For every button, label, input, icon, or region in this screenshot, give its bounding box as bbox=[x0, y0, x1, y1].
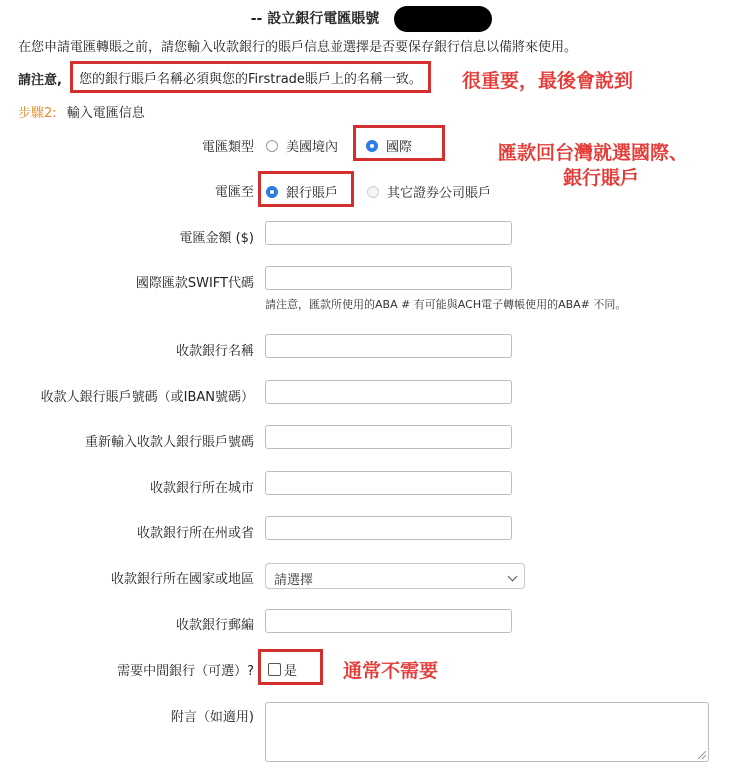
city-label: 收款銀行所在城市 bbox=[149, 481, 254, 496]
country-label: 收款銀行所在國家或地區 bbox=[110, 572, 254, 587]
state-label: 收款銀行所在州或省 bbox=[136, 526, 254, 541]
radio-domestic[interactable] bbox=[266, 140, 278, 152]
intermediary-checkbox[interactable] bbox=[268, 663, 281, 676]
intermediary-label: 需要中間銀行（可選）? bbox=[117, 664, 254, 679]
swift-label: 國際匯款SWIFT代碼 bbox=[135, 276, 254, 291]
memo-textarea[interactable] bbox=[265, 702, 709, 762]
swift-help-text: 請注意，匯款所使用的ABA # 有可能與ACH電子轉帳使用的ABA# 不同。 bbox=[265, 298, 627, 311]
bank-name-label: 收款銀行名稱 bbox=[175, 344, 254, 359]
country-select[interactable]: 請選擇 bbox=[265, 563, 525, 589]
account-number-label: 收款人銀行賬戶號碼（或IBAN號碼） bbox=[40, 390, 254, 405]
wire-type-international-option[interactable]: 國際 bbox=[366, 136, 412, 155]
notice-text: 您的銀行賬戶名稱必須與您的Firstrade賬戶上的名稱一致。 bbox=[70, 61, 431, 93]
account-confirm-input[interactable] bbox=[265, 425, 512, 449]
swift-input[interactable] bbox=[265, 266, 512, 290]
wire-to-broker-option[interactable]: 其它證券公司賬戶 bbox=[367, 182, 491, 201]
memo-label: 附言（如適用) bbox=[170, 710, 254, 725]
intermediary-option[interactable]: 是 bbox=[268, 660, 297, 679]
radio-international[interactable] bbox=[366, 140, 378, 152]
radio-other-broker[interactable] bbox=[367, 186, 379, 198]
annotation-intl-line2: 銀行賬戶 bbox=[563, 167, 640, 189]
postal-label: 收款銀行郵編 bbox=[175, 618, 254, 633]
wire-to-bank-option[interactable]: 銀行賬戶 bbox=[266, 182, 338, 201]
wire-type-domestic-option[interactable]: 美國境內 bbox=[266, 136, 338, 155]
account-number-input[interactable] bbox=[265, 380, 512, 404]
wire-to-label: 電匯至 bbox=[214, 185, 254, 200]
intro-text: 在您申請電匯轉賬之前，請您輸入收款銀行的賬戶信息並選擇是否要保存銀行信息以備將來使用。 bbox=[18, 40, 578, 55]
redacted-account-name bbox=[394, 6, 492, 32]
resize-handle-icon[interactable] bbox=[698, 751, 706, 759]
chevron-down-icon bbox=[508, 572, 518, 582]
step-number: 步驟2: bbox=[18, 106, 57, 121]
annotation-no-need: 通常不需要 bbox=[343, 660, 439, 682]
city-input[interactable] bbox=[265, 471, 512, 495]
wire-type-label: 電匯類型 bbox=[201, 140, 254, 155]
annotation-important: 很重要，最後會說到 bbox=[462, 70, 634, 92]
amount-input[interactable] bbox=[265, 221, 512, 245]
postal-input[interactable] bbox=[265, 609, 512, 633]
page-title: -- 設立銀行電匯賬號 bbox=[250, 11, 380, 27]
state-input[interactable] bbox=[265, 516, 512, 540]
annotation-intl-line1: 匯款回台灣就選國際、 bbox=[498, 142, 689, 164]
bank-name-input[interactable] bbox=[265, 334, 512, 358]
amount-label: 電匯金額 ($) bbox=[179, 231, 254, 246]
radio-bank-account[interactable] bbox=[266, 186, 278, 198]
notice-label: 請注意, bbox=[18, 73, 62, 88]
step-header bbox=[18, 102, 145, 121]
account-confirm-label: 重新輸入收款人銀行賬戶號碼 bbox=[84, 435, 254, 450]
step-title: 輸入電匯信息 bbox=[66, 106, 145, 121]
